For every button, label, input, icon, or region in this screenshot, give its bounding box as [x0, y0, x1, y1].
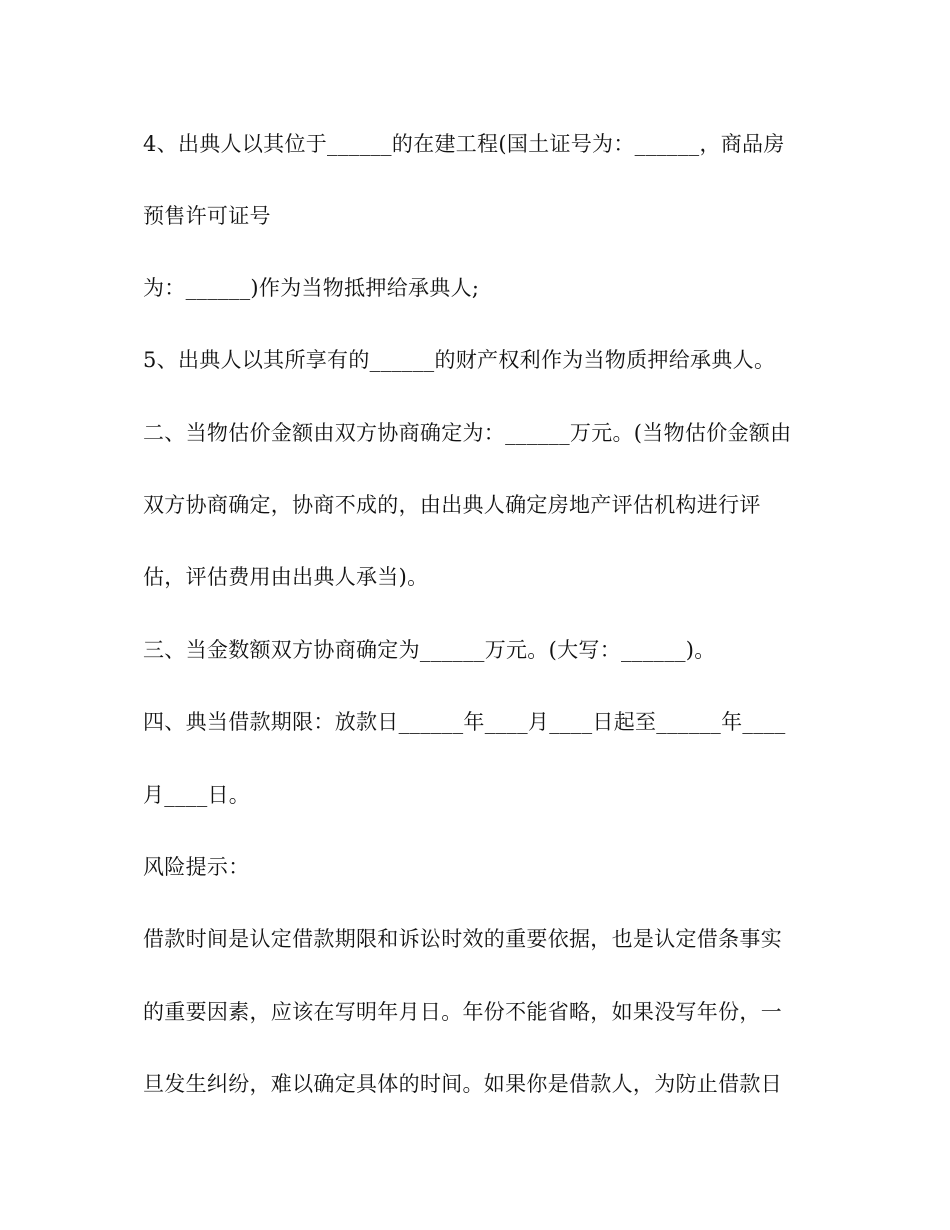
section-4-line-2: 月____日。 [143, 783, 251, 807]
risk-notice-line-2: 的重要因素，应该在写明年月日。年份不能省略，如果没写年份，一 [143, 1000, 782, 1024]
clause-4-line-2: 预售许可证号 [143, 204, 271, 228]
clause-5-line: 5、出典人以其所享有的______的财产权利作为当物质押给承典人。 [143, 348, 776, 372]
risk-notice-line-3: 旦发生纠纷，难以确定具体的时间。如果你是借款人，为防止借款日 [143, 1072, 782, 1096]
clause-4-line-1: 4、出典人以其位于______的在建工程(国土证号为：______，商品房 [143, 132, 785, 156]
risk-notice-heading: 风险提示： [143, 855, 250, 879]
section-4-line-1: 四、典当借款期限：放款日______年____月____日起至______年____ [143, 710, 786, 734]
section-2-line-3: 估，评估费用由出典人承当)。 [143, 565, 429, 589]
section-2-line-2: 双方协商确定，协商不成的，由出典人确定房地产评估机构进行评 [143, 493, 761, 517]
section-2-line-1: 二、当物估价金额由双方协商确定为：______万元。(当物估价金额由 [143, 421, 792, 445]
risk-notice-line-1: 借款时间是认定借款期限和诉讼时效的重要依据，也是认定借条事实 [143, 927, 782, 951]
clause-4-line-3: 为：______)作为当物抵押给承典人; [143, 276, 480, 300]
section-3-line: 三、当金数额双方协商确定为______万元。(大写：______)。 [143, 638, 716, 662]
